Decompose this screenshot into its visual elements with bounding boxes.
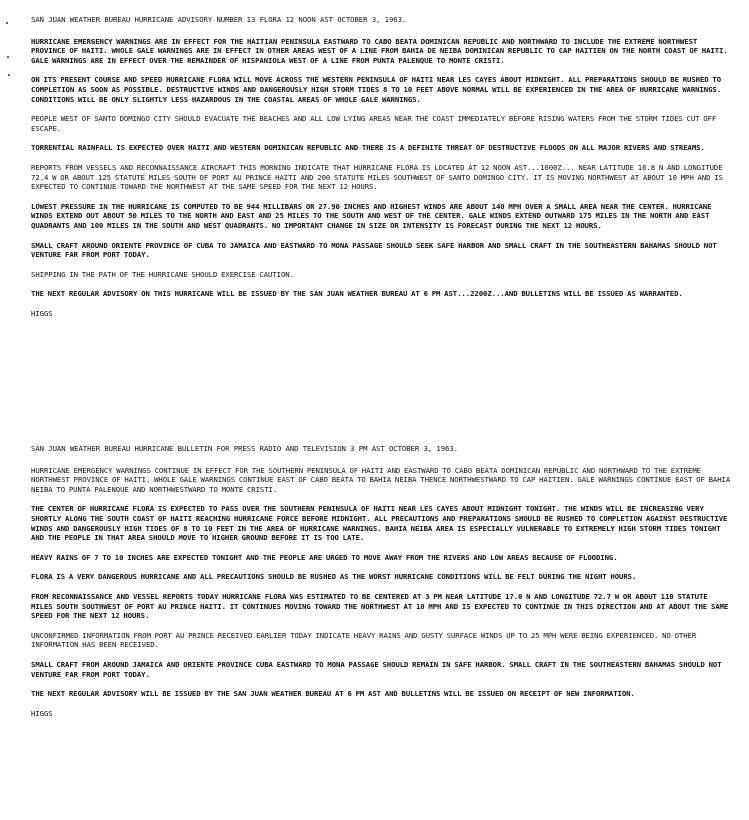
- hurricane-advisory-13: [31, 15, 731, 318]
- advisory-paragraph-shipping: SHIPPING IN THE PATH OF THE HURRICANE SHOULD EXERCISE CAUTION.: [31, 269, 294, 279]
- advisory-title: SAN JUAN WEATHER BUREAU HURRICANE ADVISORY NUMBER 13 FLORA 12 NOON AST OCTOBER 3, 1963.: [31, 15, 407, 24]
- bulletin-title: SAN JUAN WEATHER BUREAU HURRICANE BULLETIN FOR PRESS RADIO AND TELEVISION 3 PM AST OCTOBER 3, 1963.: [31, 444, 458, 453]
- advisory-paragraph-small-craft: SMALL CRAFT AROUND ORIENTE PROVINCE OF CUBA TO JAMAICA AND EASTWARD TO MONA PASSAGE SHOULD SEEK SAFE HARBOR AND SMALL CRAFT IN THE SOUTHEASTERN BAHAMAS SHOULD NOT VENTURE FAR FROM PORT TODAY.: [31, 240, 717, 260]
- bulletin-paragraph-rains: HEAVY RAINS OF 7 TO 10 INCHES ARE EXPECTED TONIGHT AND THE PEOPLE ARE URGED TO MOVE AWAY FROM THE RIVERS AND LOW AREAS BECAUSE OF FLOODING.: [31, 552, 618, 562]
- advisory-paragraph-position: REPORTS FROM VESSELS AND RECONNAISSANCE AIRCRAFT THIS MORNING INDICATE THAT HURRICANE FLORA IS LOCATED AT 12 NOON AST...1600Z... NEAR LATITUDE 16.8 N AND LONGITUDE 72.4 W OR ABOUT 125 STATUTE MILES SOUTH OF PORT AU PRINCE HAITI AND 200 STATUTE MILES SOUTHWEST OF SANTO DOMINGO CITY. IT IS MOVING NORTHWEST AT ABOUT 10 MPH AND IS EXPECTED TO CONTINUE TOWARD THE NORTHWEST AT THE SAME SPEED FOR THE NEXT 12 HOURS.: [31, 162, 723, 192]
- advisory-paragraph-pressure: LOWEST PRESSURE IN THE HURRICANE IS COMPUTED TO BE 944 MILLIBARS OR 27.90 INCHES AND HIGHEST WINDS ARE ABOUT 140 MPH OVER A SMALL AREA NEAR THE CENTER. HURRICANE WINDS EXTEND OUT ABOUT 50 MILES TO THE NORTH AND EAST AND 25 MILES TO THE SOUTH AND WEST OF THE CENTER. GALE WINDS EXTEND OUTWARD 175 MILES IN THE NORTH AND EAST QUADRANTS AND 100 MILES IN THE SOUTH AND WEST QUADRANTS. NO IMPORTANT CHANGE IN SIZE OR INTENSITY IS FORECAST DURING THE NEXT 12 HOURS.: [31, 201, 712, 230]
- scan-speck: [8, 74, 10, 76]
- advisory-paragraph-course: ON ITS PRESENT COURSE AND SPEED HURRICANE FLORA WILL MOVE ACROSS THE WESTERN PENINSULA OF HAITI NEAR LES CAYES ABOUT MIDNIGHT. ALL PREPARATIONS SHOULD BE RUSHED TO COMPLETION AS SOON AS POSSIBLE. DESTRUCTIVE WINDS AND DANGEROUSLY HIGH STORM TIDES 8 TO 10 FEET ABOVE NORMAL WILL BE EXPERIENCED IN THE AREA OF HURRICANE WARNINGS. CONDITIONS WILL BE ONLY SLIGHTLY LESS HAZARDOUS IN THE COASTAL AREAS OF WHOLE GALE WARNINGS.: [31, 75, 722, 104]
- bulletin-paragraph-position: FROM RECONNAISSANCE AND VESSEL REPORTS TODAY HURRICANE FLORA WAS ESTIMATED TO BE CENTERED AT 3 PM NEAR LATITUDE 17.0 N AND LONGITUDE 72.7 W OR ABOUT 110 STATUTE MILES SOUTH SOUTHWEST OF PORT AU PRINCE HAITI. IT CONTINUES MOVING TOWARD THE NORTHWEST AT 10 MPH AND IS EXPECTED TO CONTINUE IN THIS DIRECTION AND AT ABOUT THE SAME SPEED FOR THE NEXT 12 HOURS.: [31, 591, 729, 621]
- bulletin-paragraph-danger: FLORA IS A VERY DANGEROUS HURRICANE AND ALL PRECAUTIONS SHOULD BE RUSHED AS THE WORST HURRICANE CONDITIONS WILL BE FELT DURING THE NIGHT HOURS.: [31, 572, 637, 582]
- advisory-paragraph-warnings: HURRICANE EMERGENCY WARNINGS ARE IN EFFECT FOR THE HAITIAN PENINSULA EASTWARD TO CABO BEATA DOMINICAN REPUBLIC AND NORTHWARD TO INCLUDE THE EXTREME NORTHWEST PROVINCE OF HAITI. WHOLE GALE WARNINGS ARE IN EFFECT IN OTHER AREAS WEST OF A LINE FROM BAHIA DE NEIBA DOMINICAN REPUBLIC TO CAP HAITIEN ON THE NORTH COAST OF HAITI. GALE WARNINGS ARE IN EFFECT OVER THE REMAINDER OF HISPANIOLA WEST OF A LINE FROM PUNTA PALENQUE TO MONTE CRISTI.: [31, 36, 728, 65]
- advisory-signature: HIGGS: [31, 308, 53, 318]
- bulletin-paragraph-small-craft: SMALL CRAFT FROM AROUND JAMAICA AND ORIENTE PROVINCE CUBA EASTWARD TO MONA PASSAGE SHOULD REMAIN IN SAFE HARBOR. SMALL CRAFT IN THE SOUTHEASTERN BAHAMAS SHOULD NOT VENTURE FAR FROM PORT TODAY.: [31, 659, 722, 679]
- bulletin-paragraph-unconfirmed: UNCONFIRMED INFORMATION FROM PORT AU PRINCE RECEIVED EARLIER TODAY INDICATE HEAVY RAINS AND GUSTY SURFACE WINDS UP TO 25 MPH WERE BEING EXPERIENCED. NO OTHER INFORMATION HAS BEEN RECEIVED.: [31, 630, 697, 650]
- bulletin-paragraph-warnings: HURRICANE EMERGENCY WARNINGS CONTINUE IN EFFECT FOR THE SOUTHERN PENINSULA OF HAITI AND EASTWARD TO CABO BEATA DOMINICAN REPUBLIC AND NORTHWARD TO THE EXTREME NORTHWEST PROVINCE OF HAITI. WHOLE GALE WARNINGS CONTINUE EAST OF CABO BEATA TO BAHIA NEIBA THENCE NORTHWESTWARD TO CAP HAITIEN. GALE WARNINGS CONTINUE EAST OF BAHIA NEIBA TO PUNTA PALENQUE AND NORTHWESTWARD TO MONTE CRISTI.: [31, 465, 731, 494]
- bulletin-paragraph-next: THE NEXT REGULAR ADVISORY WILL BE ISSUED BY THE SAN JUAN WEATHER BUREAU AT 6 PM AST AND BULLETINS WILL BE ISSUED ON RECEIPT OF NEW INFORMATION.: [31, 689, 635, 699]
- scan-speck: [6, 22, 8, 24]
- bulletin-signature: HIGGS: [31, 708, 53, 718]
- hurricane-press-bulletin: [31, 444, 731, 718]
- advisory-paragraph-rainfall: TORRENTIAL RAINFALL IS EXPECTED OVER HAITI AND WESTERN DOMINICAN REPUBLIC AND THERE IS A DEFINITE THREAT OF DESTRUCTIVE FLOODS ON ALL MAJOR RIVERS AND STREAMS.: [31, 143, 705, 153]
- scan-speck: [7, 56, 9, 58]
- advisory-paragraph-evacuate: PEOPLE WEST OF SANTO DOMINGO CITY SHOULD EVACUATE THE BEACHES AND ALL LOW LYING AREAS NEAR THE COAST IMMEDIATELY BEFORE RISING WATERS FROM THE STORM TIDES CUT OFF ESCAPE.: [31, 114, 717, 133]
- advisory-paragraph-next: THE NEXT REGULAR ADVISORY ON THIS HURRICANE WILL BE ISSUED BY THE SAN JUAN WEATHER BUREAU AT 6 PM AST...2200Z...AND BULLETINS WILL BE ISSUED AS WARRANTED.: [31, 289, 683, 299]
- bulletin-paragraph-center: THE CENTER OF HURRICANE FLORA IS EXPECTED TO PASS OVER THE SOUTHERN PENINSULA OF HAITI NEAR LES CAYES ABOUT MIDNIGHT TONIGHT. THE WINDS WILL BE INCREASING VERY SHORTLY ALONG THE SOUTH COAST OF HAITI REACHING HURRICANE FORCE BEFORE MIDNIGHT. ALL PRECAUTIONS AND PREPARATIONS SHOULD BE RUSHED TO COMPLETION AGAINST DESTRUCTIVE WINDS AND DANGEROUSLY HIGH TIDES OF 8 TO 10 FEET IN THE AREA OF HURRICANE WARNINGS. BAHIA NEIBA AREA IS ESPECIALLY VULNERABLE TO EXTREMELY HIGH STORM TIDES TONIGHT AND THE PEOPLE IN THAT AREA SHOULD MOVE TO HIGHER GROUND BEFORE IT IS TOO LATE.: [31, 504, 728, 543]
